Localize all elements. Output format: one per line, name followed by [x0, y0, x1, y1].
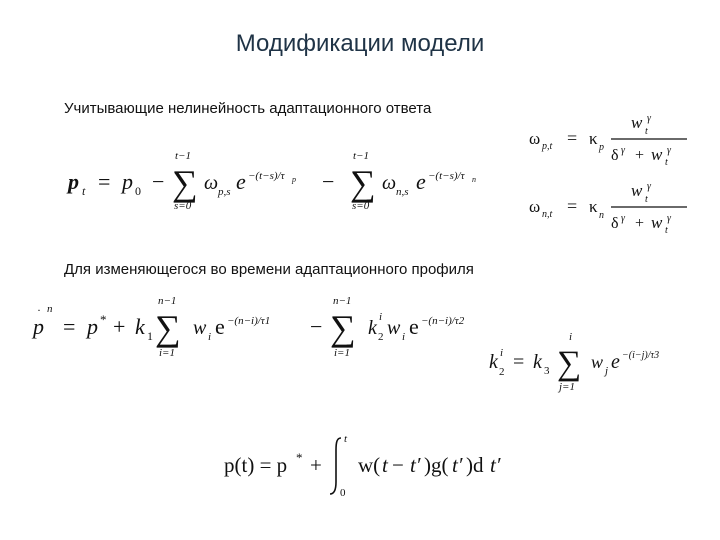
svg-text:*: *	[100, 312, 107, 327]
svg-text:p: p	[33, 314, 44, 339]
svg-text:e: e	[611, 351, 620, 373]
svg-text:k: k	[135, 314, 145, 339]
svg-text:−(n−i)/τ2: −(n−i)/τ2	[421, 315, 465, 327]
svg-text:i=1: i=1	[334, 347, 350, 359]
svg-text:s=0: s=0	[174, 200, 192, 212]
svg-text:i: i	[379, 311, 383, 323]
svg-text:=: =	[567, 196, 578, 216]
svg-text:i: i	[569, 331, 573, 343]
svg-text:−(i−j)/τ3: −(i−j)/τ3	[622, 350, 660, 361]
svg-text:n,t: n,t	[542, 209, 553, 220]
svg-text:=: =	[567, 128, 578, 148]
svg-text:γ: γ	[667, 213, 671, 224]
svg-text:t′: t′	[410, 453, 421, 477]
svg-text:n−1: n−1	[158, 295, 177, 307]
svg-text:−(t−s)/τ: −(t−s)/τ	[248, 170, 285, 182]
svg-text:e: e	[416, 169, 426, 194]
svg-text:)d: )d	[466, 453, 484, 477]
svg-text:n,s: n,s	[396, 186, 409, 198]
svg-text:e: e	[236, 169, 246, 194]
svg-text:p: p	[122, 169, 133, 194]
svg-text:p: p	[87, 314, 98, 339]
svg-text:−(n−i)/τ1: −(n−i)/τ1	[227, 315, 271, 327]
svg-text:δ: δ	[611, 215, 619, 232]
svg-text:p,t: p,t	[542, 141, 553, 152]
equation-profile-sum	[25, 290, 505, 365]
svg-text:0: 0	[340, 487, 346, 499]
svg-text:∑: ∑	[155, 308, 181, 348]
svg-text:w: w	[651, 213, 663, 232]
svg-text:∑: ∑	[172, 163, 198, 203]
section-heading-nonlinear: Учитывающие нелинейность адаптационного ответа	[64, 100, 432, 117]
svg-text:=: =	[63, 314, 76, 339]
svg-text:j: j	[605, 365, 609, 377]
svg-text:κ: κ	[589, 197, 598, 216]
svg-text:γ: γ	[647, 181, 651, 192]
svg-text:j=1: j=1	[559, 381, 575, 393]
svg-text:w: w	[631, 113, 643, 132]
svg-text:)g(: )g(	[424, 453, 449, 477]
svg-text:κ: κ	[589, 129, 598, 148]
svg-text:3: 3	[544, 365, 550, 377]
equation-omega-p	[525, 108, 695, 166]
svg-text:∑: ∑	[350, 163, 376, 203]
svg-text:i: i	[402, 331, 406, 343]
svg-text:ω: ω	[204, 172, 219, 194]
svg-text:p(t) = p: p(t) = p	[224, 453, 288, 477]
svg-text:2: 2	[378, 331, 384, 343]
svg-text:+: +	[113, 314, 126, 339]
svg-text:γ: γ	[667, 145, 671, 156]
svg-text:w: w	[651, 145, 663, 164]
svg-text:γ: γ	[647, 113, 651, 124]
svg-text:+: +	[310, 453, 322, 477]
svg-text:p: p	[599, 142, 604, 153]
svg-text:−: −	[322, 169, 335, 194]
svg-text:s=0: s=0	[352, 200, 370, 212]
svg-text:n−1: n−1	[333, 295, 352, 307]
svg-text:−: −	[310, 314, 323, 339]
svg-text:ω: ω	[529, 197, 541, 216]
svg-text:2: 2	[499, 366, 505, 378]
equation-integral	[220, 430, 540, 500]
svg-text:·: ·	[37, 303, 41, 317]
svg-text:n: n	[47, 303, 53, 315]
svg-text:t′: t′	[490, 453, 501, 477]
svg-text:*: *	[296, 450, 303, 465]
svg-text:w: w	[591, 352, 604, 372]
svg-text:w(: w(	[358, 453, 381, 477]
svg-text:δ: δ	[611, 147, 619, 164]
svg-text:k: k	[533, 351, 542, 373]
svg-text:t−1: t−1	[175, 150, 191, 162]
svg-text:t: t	[665, 225, 668, 236]
equation-k2	[485, 330, 710, 400]
svg-text:γ: γ	[621, 213, 625, 224]
svg-text:γ: γ	[621, 145, 625, 156]
svg-text:0: 0	[135, 184, 141, 198]
svg-text:k: k	[489, 351, 498, 373]
svg-text:p: p	[68, 169, 79, 194]
svg-text:p,s: p,s	[218, 186, 231, 198]
svg-text:+: +	[635, 147, 645, 164]
svg-text:1: 1	[147, 329, 153, 343]
svg-text:=: =	[98, 169, 111, 194]
svg-text:n: n	[599, 210, 604, 221]
svg-text:e: e	[409, 314, 419, 339]
equation-performance-sum	[60, 145, 510, 220]
svg-text:∑: ∑	[330, 308, 356, 348]
svg-text:ω: ω	[382, 172, 397, 194]
page-title: Модификации модели	[235, 30, 485, 57]
svg-text:n: n	[472, 175, 476, 184]
svg-text:t−1: t−1	[353, 150, 369, 162]
svg-text:=: =	[513, 351, 525, 373]
svg-text:i=1: i=1	[159, 347, 175, 359]
svg-text:w: w	[193, 317, 207, 339]
svg-text:t: t	[645, 194, 648, 205]
svg-text:i: i	[208, 331, 212, 343]
svg-text:ω: ω	[529, 129, 541, 148]
svg-text:∑: ∑	[557, 345, 582, 382]
svg-text:t: t	[645, 126, 648, 137]
svg-text:−(t−s)/τ: −(t−s)/τ	[428, 170, 465, 182]
svg-text:w: w	[631, 181, 643, 200]
svg-text:t: t	[344, 433, 348, 445]
svg-text:−: −	[392, 453, 404, 477]
svg-text:p: p	[292, 175, 296, 184]
svg-text:e: e	[215, 314, 225, 339]
section-heading-time-varying: Для изменяющегося во времени адаптационного профиля	[64, 261, 474, 278]
svg-text:k: k	[368, 317, 377, 339]
svg-text:t: t	[665, 157, 668, 168]
svg-text:t′: t′	[452, 453, 463, 477]
svg-text:w: w	[387, 317, 401, 339]
svg-text:t: t	[82, 184, 86, 198]
svg-text:+: +	[635, 215, 645, 232]
equation-omega-n	[525, 178, 695, 236]
svg-text:−: −	[152, 169, 165, 194]
svg-text:i: i	[500, 347, 504, 359]
svg-text:t: t	[382, 453, 388, 477]
